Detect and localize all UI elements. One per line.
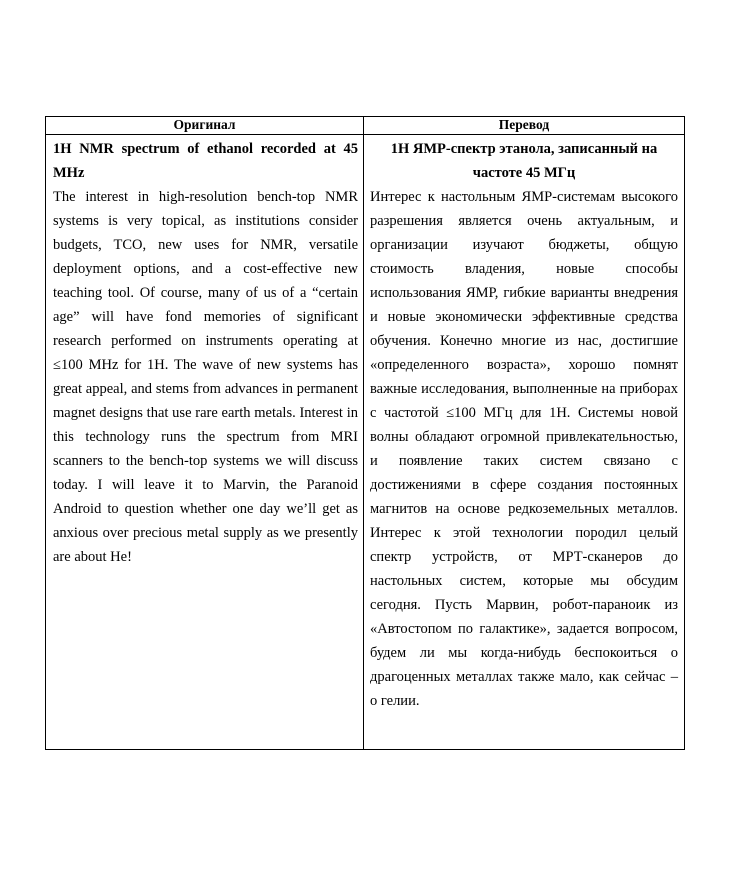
translation-table: [45, 116, 685, 750]
header-original: Оригинал: [46, 117, 364, 135]
original-body: The interest in high-resolution bench-top NMR systems is very topical, as institutions consider budgets, TCO, new uses for NMR, versatile deployment options, and a cost-effective new teaching tool. Of course, many of us of a “certain age” will have fond memories of significant research performed on instruments operating at ≤100 MHz for 1H. The wave of new systems has great appeal, and stems from advances in permanent magnet designs that use rare earth metals. Interest in this technology runs the spectrum from MRI scanners to the bench-top systems we will discuss today. I will leave it to Marvin, the Paranoid Android to question whether one day we’ll get as anxious over precious metal supply as we presently are about He!: [53, 189, 358, 565]
translation-cell: [364, 135, 685, 750]
header-translation: Перевод: [364, 117, 685, 135]
table-header-row: [46, 117, 685, 135]
original-title: 1H NMR spectrum of ethanol recorded at 45 MHz: [53, 141, 358, 181]
original-cell: [46, 135, 364, 750]
translation-body: Интерес к настольным ЯМР-системам высокого разрешения является очень актуальным, и организации изучают бюджеты, общую стоимость владения, новые способы использования ЯМР, гибкие варианты внедрения и новые экономически эффективные средства обучения. Конечно многие из нас, достигшие «определенного возраста», хорошо помнят важные исследования, выполненные на приборах с частотой ≤100 МГц для 1H. Системы новой волны обладают огромной привлекательностью, и появление таких систем связано с достижениями в сфере создания постоянных магнитов на основе редкоземельных металлов. Интерес к этой технологии породил целый спектр устройств, от МРТ-сканеров до настольных систем, которые мы обсудим сегодня. Пусть Марвин, робот-параноик из «Автостопом по галактике», задается вопросом, будем ли мы когда-нибудь беспокоиться о драгоценных металлах также мало, как сейчас – о гелии.: [370, 189, 678, 709]
translation-title: 1H ЯМР-спектр этанола, записанный на частоте 45 МГц: [390, 141, 658, 181]
table-row: [46, 135, 685, 750]
